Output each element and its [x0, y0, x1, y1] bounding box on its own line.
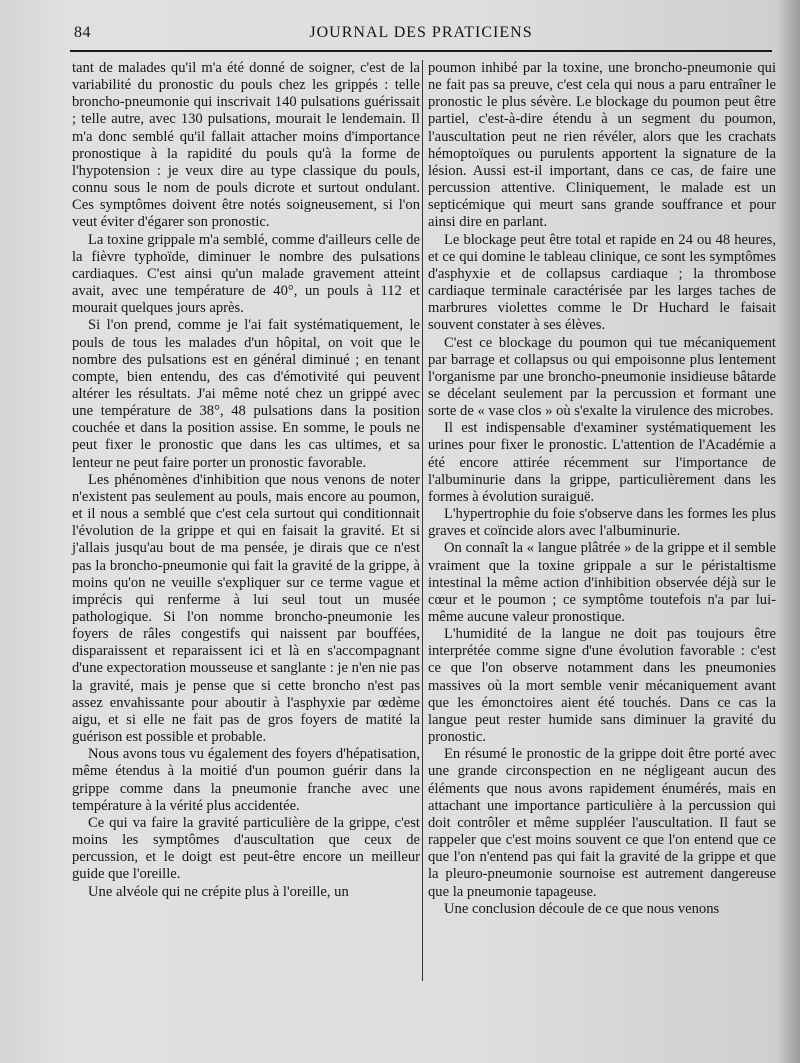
page-header [74, 24, 768, 46]
paragraph: Il est indispensable d'examiner systématiquement les urines pour fixer le pronostic. L'attention de l'Académie a été encore attirée récemment sur l'importance de l'albuminurie dans la grippe, particulièrement dans les formes à évolution suraiguë. [428, 420, 776, 505]
header-rule [70, 50, 772, 52]
paragraph: La toxine grippale m'a semblé, comme d'ailleurs celle de la fièvre typhoïde, diminuer le nombre des pulsations cardiaques. C'est ainsi qu'un malade gravement atteint avait, avec une température de 40°, un pouls à 112 et mourait quelques jours après. [72, 231, 420, 317]
paragraph: L'humidité de la langue ne doit pas toujours être interprétée comme signe d'une évolution favorable : c'est ce que l'on observe notamment dans les pneumonies massives où la mort semble venir mécaniquement avant que les émonctoires aient été touchés. Dans ce cas la langue peut rester humide sans diminuer la gravité du pronostic. [428, 626, 776, 746]
paragraph: tant de malades qu'il m'a été donné de soigner, c'est de la variabilité du pronostic du pouls chez les grippés : telle broncho-pneumonie qui inscrivait 140 pulsations guérissait ; telle autre, avec 130 pulsations, mourait le lendemain. Il m'a donc semblé qu'il fallait attacher moins d'importance pronostique à la rapidité du pouls qu'à la forme de l'hypotension : je veux dire au type classique du pouls, connu sous le nom de pouls dicrote et surtout ondulant. Ces symptômes doivent être notés soigneusement, si l'on veut éviter d'égarer son pronostic. [72, 60, 420, 231]
paragraph: C'est ce blockage du poumon qui tue mécaniquement par barrage et collapsus ou qui empoisonne plus lentement l'organisme par une broncho-pneumonie insidieuse bâtarde se décelant seulement par la percussion et formant une sorte de « vase clos » où s'exalte la virulence des microbes. [428, 334, 776, 420]
paragraph: En résumé le pronostic de la grippe doit être porté avec une grande circonspection en ne négligeant aucun des éléments que nous avons rapidement énumérés, mais en attachant une importance particulière à la percussion qui doit contrôler et même suppléer l'auscultation. Il faut se rappeler que c'est moins souvent ce que l'on entend que ce que l'on n'entend pas qui fait la gravité de la grippe et que la pleuro-pneumonie sournoise est autrement dangereuse que la pneumonie tapageuse. [428, 746, 776, 900]
paragraph: Une alvéole qui ne crépite plus à l'oreille, un [88, 883, 349, 900]
column-divider [422, 60, 423, 981]
paragraph: Le blockage peut être total et rapide en 24 ou 48 heures, et ce qui domine le tableau clinique, ce sont les symptômes d'asphyxie et de collapsus cardiaque ; la thrombose cardiaque terminale caractérisée par les larges taches de marbrures violettes comme le Dr Huchard le faisait souvent constater à ses élèves. [428, 231, 776, 334]
paragraph: L'hypertrophie du foie s'observe dans les formes les plus graves et coïncide alors avec l'albuminurie. [428, 506, 776, 540]
paragraph: Une conclusion découle de ce que nous venons [444, 900, 720, 917]
page-number: 84 [74, 24, 91, 41]
paragraph: Les phénomènes d'inhibition que nous venons de noter n'existent pas seulement au pouls, mais encore au poumon, et il nous a semblé que c'est cela surtout qui conditionnait l'évolution de la grippe et qui en faisait la gravité. Et si j'allais jusqu'au bout de ma pensée, je dirais que ce n'est pas la broncho-pneumonie qui fait la gravité de la grippe, à moins qu'on ne veuille s'expliquer sur ce terme vague et imprécis qui renferme à lui seul tout un musée pathologique. Si l'on nomme broncho-pneumonie les foyers de râles congestifs qui naissent par bouffées, disparaissent et reparaissent ici et là en s'accompagnant d'une expectoration mousseuse et sanglante : je n'en nie pas la gravité, mais je pense que si cette broncho n'est pas assez envahissante pour aboutir à l'asphyxie par œdème aigu, et si elle ne fait pas de gros foyers de matité la guérison est possible et probable. [72, 471, 420, 746]
paragraph: poumon inhibé par la toxine, une broncho-pneumonie qui ne fait pas sa preuve, c'est cela qui nous a paru entraîner le pronostic le plus sévère. Le blockage du poumon peut être partiel, c'est-à-dire étendu à un segment du poumon, l'auscultation peut ne rien révéler, alors que les crachats hémoptoïques ou purulents apportent la signature de la lésion. Aussi est-il important, dans ce cas, de faire une percussion attentive. Cliniquement, le malade est un septicémique qui meurt sans grande souffrance et pour ainsi dire en parlant. [428, 60, 776, 231]
paragraph: Ce qui va faire la gravité particulière de la grippe, c'est moins les symptômes d'auscultation que ceux de percussion, et le doigt est peut-être encore un meilleur guide que l'oreille. [72, 814, 420, 883]
paragraph: On connaît la « langue plâtrée » de la grippe et il semble vraiment que la toxine grippale a sur le péristaltisme intestinal la même action d'inhibition observée déjà sur le cœur et le poumon ; ce symptôme toutefois n'a par lui-même aucune valeur pronostique. [428, 540, 776, 625]
paragraph: Nous avons tous vu également des foyers d'hépatisation, même étendus à la moitié d'un poumon guérir dans la grippe comme dans la pneumonie franche avec une température à la vérité plus accidentée. [72, 746, 420, 814]
left-column [72, 60, 420, 901]
journal-title: JOURNAL DES PRATICIENS [309, 24, 533, 41]
right-column [428, 60, 776, 918]
paragraph: Si l'on prend, comme je l'ai fait systématiquement, le pouls de tous les malades d'un hôpital, on voit que le nombre des pulsations est en général diminué ; en tenant compte, bien entendu, des cas d'émotivité qui peuvent altérer les résultats. J'ai même noté chez un grippé avec une température de 38°, 48 pulsations dans la position couchée et dans la position assise. En somme, le pouls ne peut fixer le pronostic que dans les cas ultimes, et sa lenteur ne peut faire porter un pronostic favorable. [72, 317, 420, 471]
